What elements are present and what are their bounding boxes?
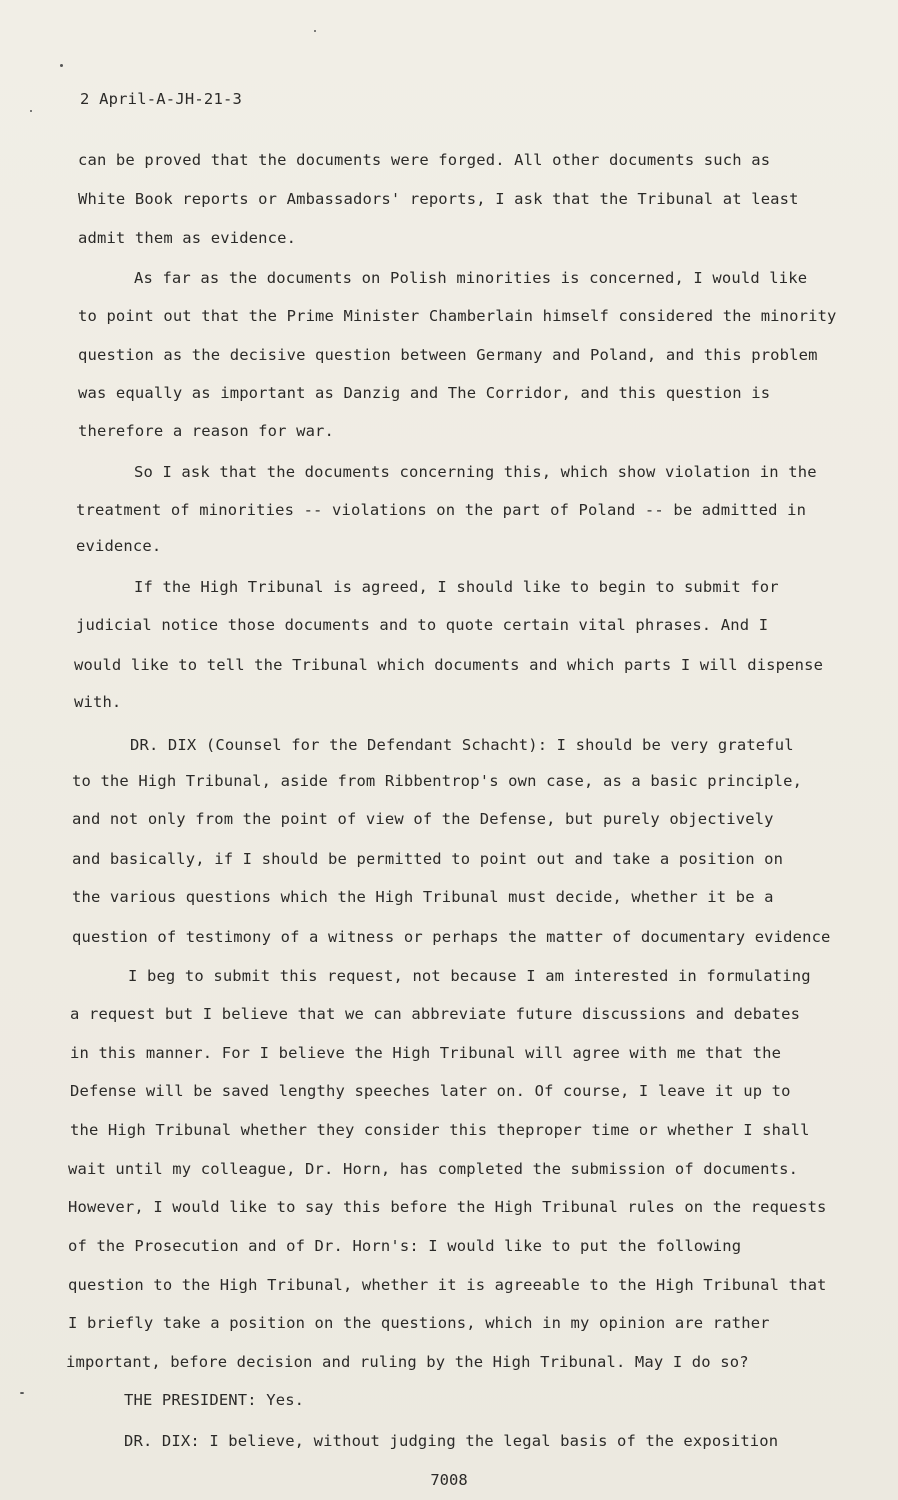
text-line: important, before decision and ruling by the High Tribunal. May I do so? bbox=[66, 1353, 749, 1371]
text-line: judicial notice those documents and to quote certain vital phrases. And I bbox=[76, 616, 769, 634]
text-line: would like to tell the Tribunal which documents and which parts I will dispense bbox=[74, 656, 824, 674]
text-line: DR. DIX: I believe, without judging the legal basis of the exposition bbox=[124, 1432, 779, 1450]
text-line: evidence. bbox=[76, 537, 162, 555]
paper-speck bbox=[30, 110, 32, 112]
text-line: can be proved that the documents were forged. All other documents such as bbox=[78, 151, 771, 169]
text-line: DR. DIX (Counsel for the Defendant Schacht): I should be very grateful bbox=[130, 736, 794, 754]
text-line: So I ask that the documents concerning this, which show violation in the bbox=[134, 463, 817, 481]
text-line: wait until my colleague, Dr. Horn, has completed the submission of documents. bbox=[68, 1160, 799, 1178]
text-line: As far as the documents on Polish minorities is concerned, I would like bbox=[134, 269, 808, 287]
text-line: a request but I believe that we can abbreviate future discussions and debates bbox=[70, 1005, 801, 1023]
text-line: in this manner. For I believe the High Tribunal will agree with me that the bbox=[70, 1044, 782, 1062]
text-line: If the High Tribunal is agreed, I should like to begin to submit for bbox=[134, 578, 779, 596]
text-line: was equally as important as Danzig and The Corridor, and this question is bbox=[78, 384, 771, 402]
text-line: the various questions which the High Tribunal must decide, whether it be a bbox=[72, 888, 774, 906]
paper-speck bbox=[60, 64, 63, 67]
text-line: of the Prosecution and of Dr. Horn's: I would like to put the following bbox=[68, 1237, 742, 1255]
text-line: admit them as evidence. bbox=[78, 229, 297, 247]
text-line: the High Tribunal whether they consider this theproper time or whether I shall bbox=[70, 1121, 810, 1139]
text-line: and basically, if I should be permitted to point out and take a position on bbox=[72, 850, 784, 868]
text-line: However, I would like to say this before the High Tribunal rules on the requests bbox=[68, 1198, 827, 1216]
text-line: treatment of minorities -- violations on the part of Poland -- be admitted in bbox=[76, 501, 807, 519]
text-line: Defense will be saved lengthy speeches later on. Of course, I leave it up to bbox=[70, 1082, 791, 1100]
text-line: I beg to submit this request, not because I am interested in formulating bbox=[128, 967, 811, 985]
paper-speck bbox=[20, 1392, 24, 1394]
text-line: to point out that the Prime Minister Chamberlain himself considered the minority bbox=[78, 307, 837, 325]
text-line: White Book reports or Ambassadors' reports, I ask that the Tribunal at least bbox=[78, 190, 799, 208]
page-header: 2 April-A-JH-21-3 bbox=[80, 90, 243, 108]
text-line: question to the High Tribunal, whether it is agreeable to the High Tribunal that bbox=[68, 1276, 827, 1294]
page-number: 7008 bbox=[430, 1471, 468, 1489]
text-line: question of testimony of a witness or perhaps the matter of documentary evidence bbox=[72, 928, 831, 946]
text-line: to the High Tribunal, aside from Ribbentrop's own case, as a basic principle, bbox=[72, 772, 803, 790]
text-line: therefore a reason for war. bbox=[78, 422, 335, 440]
paper-speck bbox=[314, 30, 316, 32]
text-line: I briefly take a position on the questions, which in my opinion are rather bbox=[68, 1314, 770, 1332]
text-line: question as the decisive question between Germany and Poland, and this problem bbox=[78, 346, 818, 364]
text-line: with. bbox=[74, 693, 122, 711]
text-line: THE PRESIDENT: Yes. bbox=[124, 1391, 305, 1409]
text-line: and not only from the point of view of the Defense, but purely objectively bbox=[72, 810, 774, 828]
